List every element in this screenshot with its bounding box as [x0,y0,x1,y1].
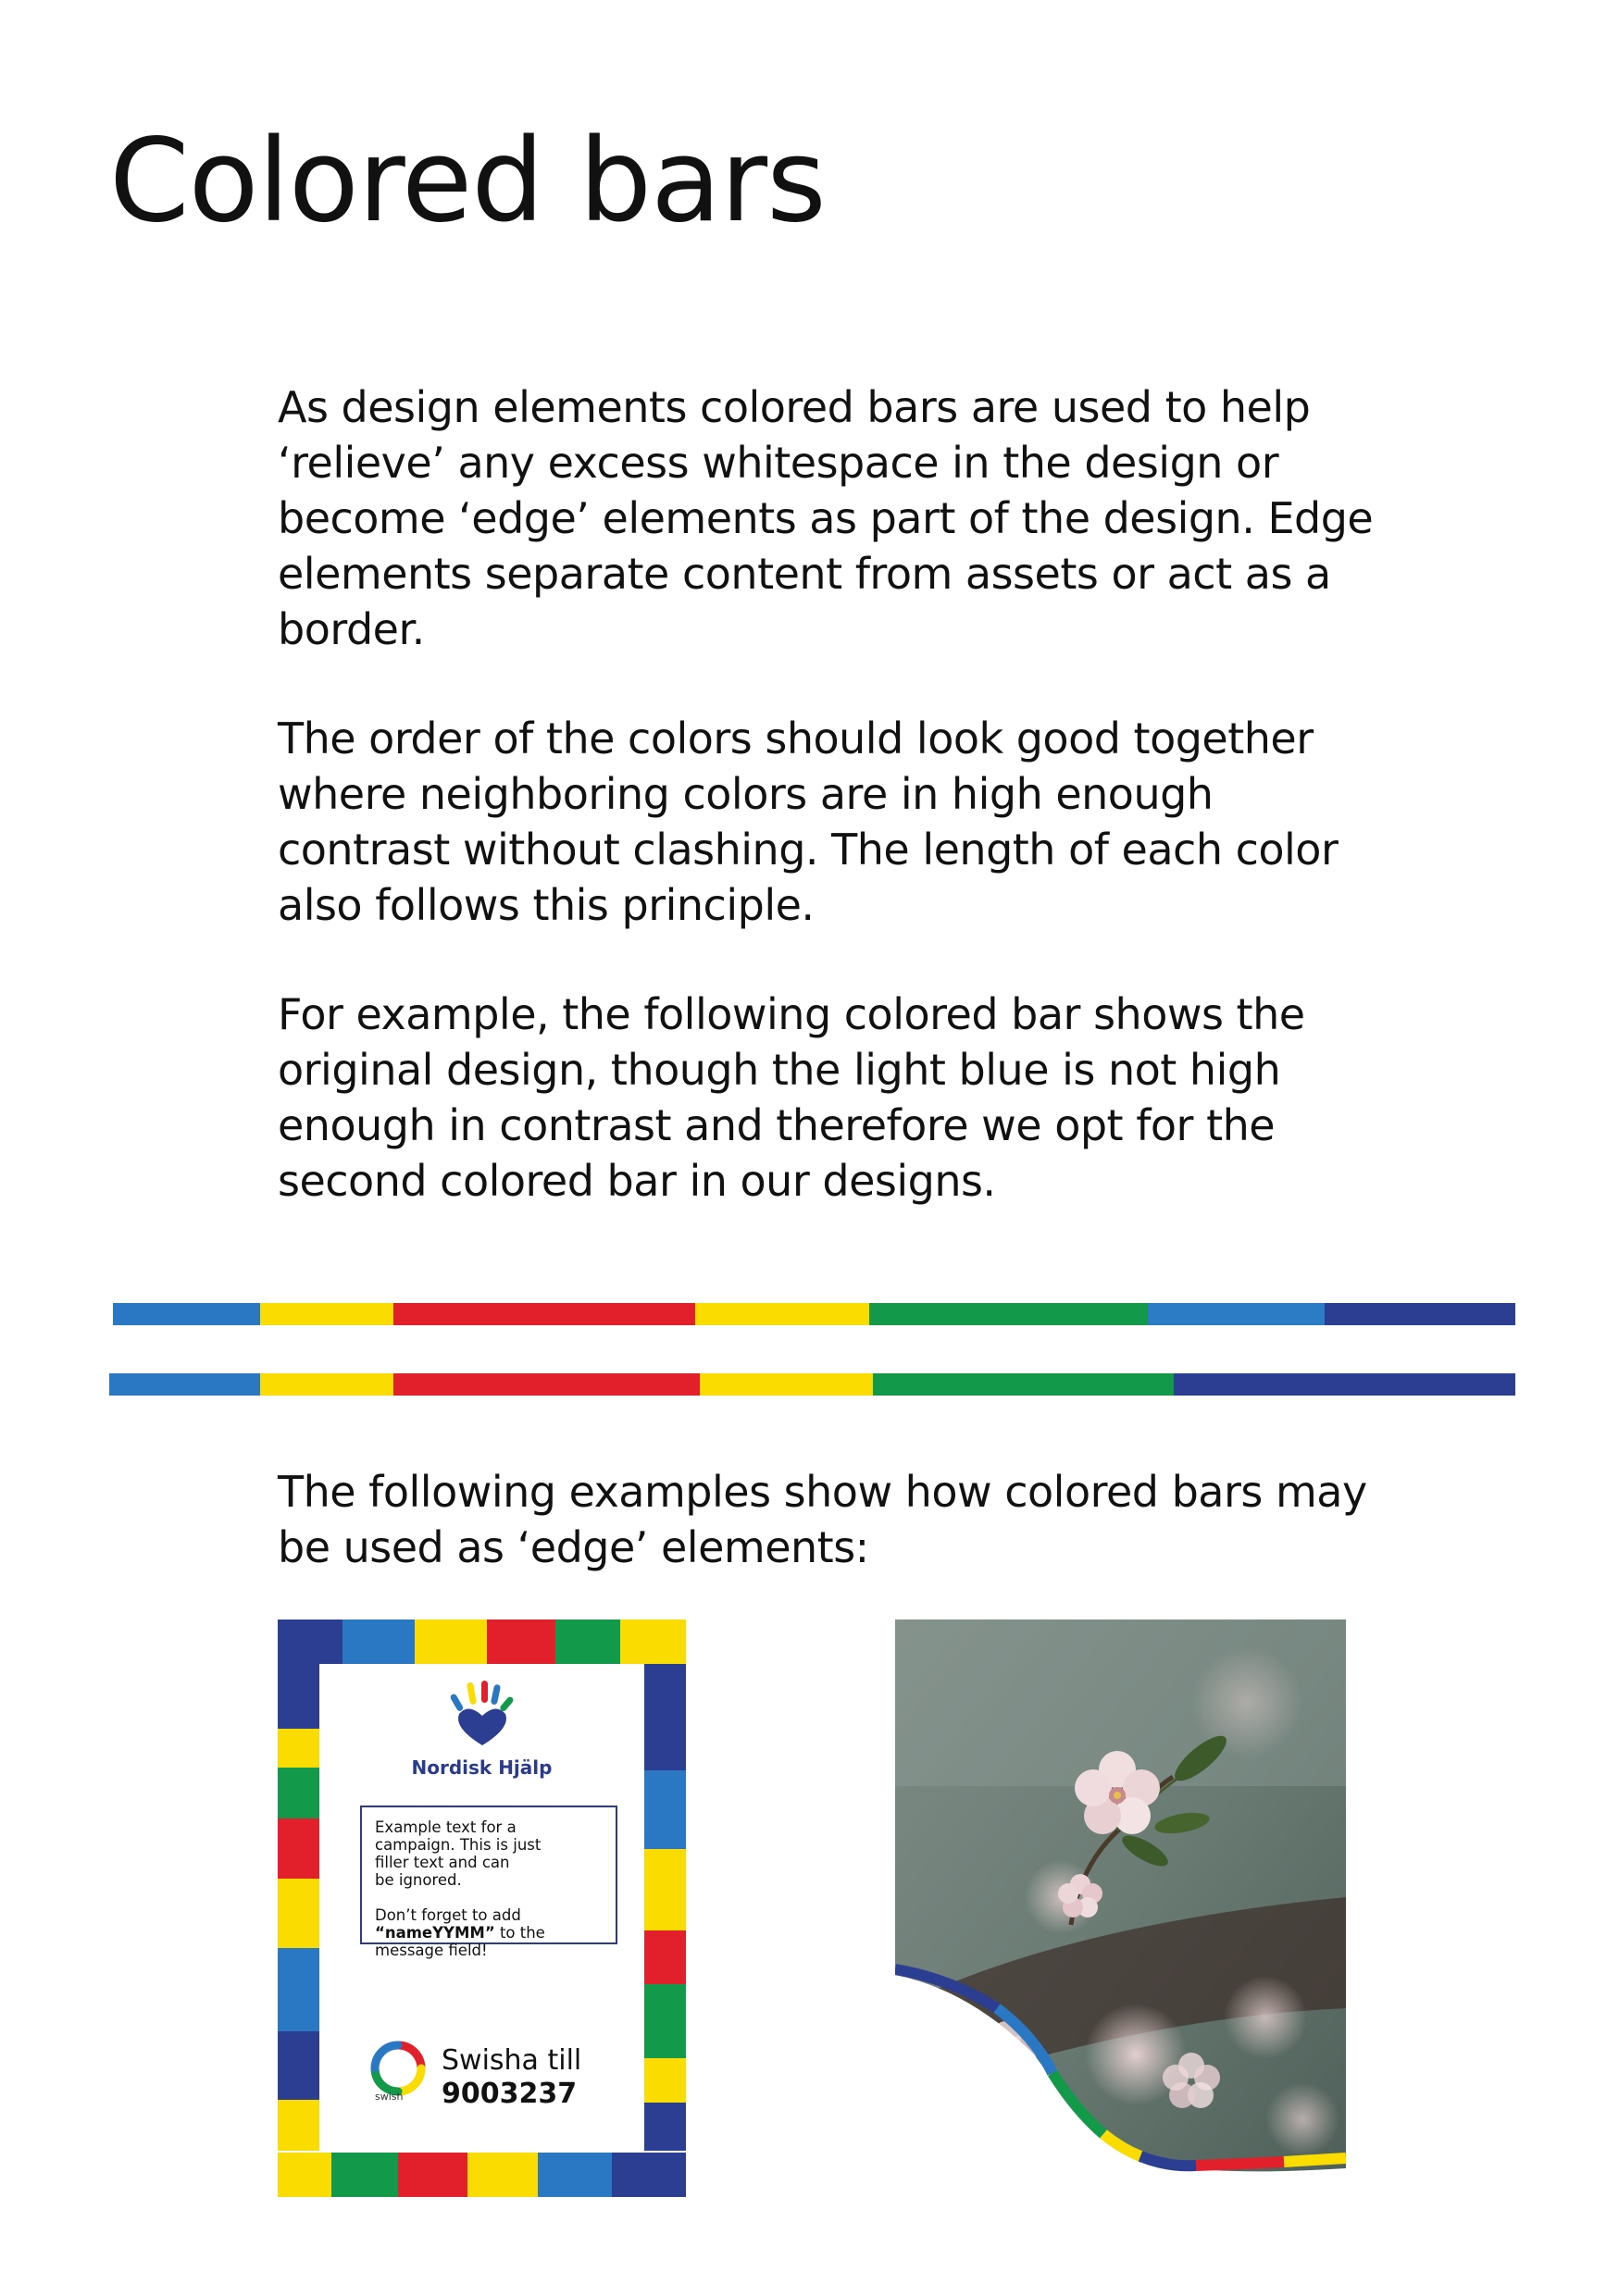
swish-wordmark: swish [375,2091,404,2103]
message-line: campaign. This is just [375,1836,542,1854]
border-block-yellow [278,2100,319,2151]
bar-segment-yellow [700,1373,873,1396]
reminder-suffix: to the [494,1924,545,1942]
message-line: be ignored. [375,1871,462,1889]
bar-segment-navy [1174,1373,1515,1396]
reminder-code-line [375,1924,603,1942]
border-block-navy [278,1664,319,1729]
page-title: Colored bars [109,115,826,248]
swish-logo-icon [369,2040,427,2097]
border-block-red [398,2153,467,2197]
poster-example [278,1620,686,2197]
bar-segment-green [869,1303,1148,1325]
border-block-navy [612,2153,686,2197]
border-block-green [644,1984,686,2058]
border-block-blue [278,1948,319,2031]
border-block-yellow [620,1620,686,1664]
bar-segment-yellow [260,1373,393,1396]
message-line: filler text and can [375,1854,510,1871]
border-block-red [644,1930,686,1984]
band-segment-red [1196,2162,1284,2166]
poster-card [319,1664,644,2153]
colored-bar-recommended [109,1373,1515,1396]
swish-number: 9003237 [442,2078,578,2110]
border-block-navy [278,1620,342,1664]
swish-label: Swisha till [442,2044,582,2077]
reminder-end: message field! [375,1942,488,1959]
border-block-green [278,1768,319,1818]
border-block-blue [538,2153,612,2197]
intro-text [278,379,1389,1262]
border-block-green [331,2153,398,2197]
border-block-navy [644,1664,686,1770]
bar-segment-blue [109,1373,260,1396]
bar-segment-lightblue [1148,1303,1325,1325]
border-block-yellow [467,2153,538,2197]
border-block-yellow [278,2153,331,2197]
bar-segment-yellow [695,1303,869,1325]
message-box [360,1806,617,1959]
org-logo [319,1677,644,1779]
bar-segment-red [393,1303,695,1325]
hand-heart-icon [441,1677,524,1751]
paragraph-color-order: The order of the colors should look good together where neighboring colors are in high enough contrast without clashing. The length of each color also follows this principle. [278,714,1339,930]
paragraph-example: For example, the following colored bar shows the original design, though the light blue is not high enough in contrast and therefore we opt for the second colored bar in our designs. [278,989,1305,1206]
message-line: Example text for a [375,1818,517,1836]
bar-segment-yellow [260,1303,393,1325]
paragraph-edge-examples: The following examples show how colored bars may be used as ‘edge’ elements: [278,1467,1367,1572]
border-block-yellow [278,1729,319,1768]
band-segment-yellow [1284,2158,1346,2162]
bar-segment-navy [1325,1303,1515,1325]
bar-segment-blue [113,1303,260,1325]
border-block-blue [644,1770,686,1849]
border-block-navy [278,2031,319,2100]
paragraph-purpose: As design elements colored bars are used to help ‘relieve’ any excess whitespace in the design or become ‘edge’ elements as part of the design. Edge elements separate content from assets or act as a border. [278,382,1374,654]
edge-intro-text [278,1464,1389,1629]
bar-segment-green [873,1373,1174,1396]
border-block-red [487,1620,555,1664]
blossom-photo [895,1620,1346,2197]
border-block-yellow [644,2058,686,2103]
swish-block [367,2040,627,2114]
colored-bar-original [113,1303,1515,1325]
org-name: Nordisk Hjälp [411,1756,553,1779]
border-block-blue [342,1620,415,1664]
bar-segment-red [393,1373,700,1396]
border-block-green [555,1620,620,1664]
border-block-yellow [415,1620,487,1664]
border-block-yellow [278,1879,319,1948]
photo-example [895,1620,1346,2197]
border-block-yellow [644,1849,686,1930]
border-block-red [278,1818,319,1879]
reminder-code: “nameYYMM” [375,1924,495,1942]
border-block-navy [644,2103,686,2151]
reminder-line: Don’t forget to add [375,1906,521,1924]
